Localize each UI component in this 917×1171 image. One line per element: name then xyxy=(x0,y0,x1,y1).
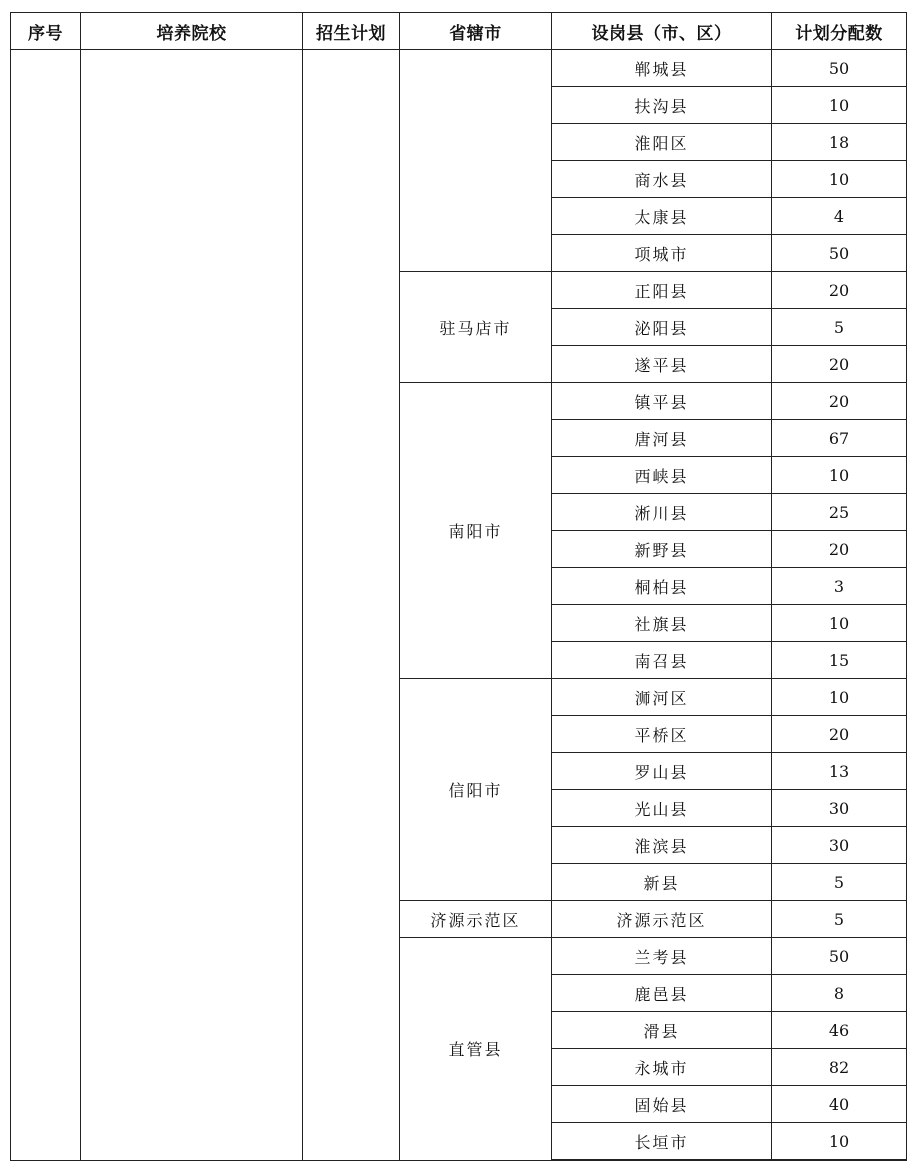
header-allocation: 计划分配数 xyxy=(772,13,907,50)
county-cell: 光山县 xyxy=(552,790,772,827)
allocation-cell: 10 xyxy=(772,87,907,124)
plan-cell xyxy=(303,50,400,1161)
county-cell: 济源示范区 xyxy=(552,901,772,938)
county-cell: 罗山县 xyxy=(552,753,772,790)
allocation-cell: 30 xyxy=(772,790,907,827)
allocation-cell: 10 xyxy=(772,605,907,642)
county-cell: 南召县 xyxy=(552,642,772,679)
allocation-cell: 20 xyxy=(772,383,907,420)
county-cell: 浉河区 xyxy=(552,679,772,716)
county-cell: 项城市 xyxy=(552,235,772,272)
allocation-cell: 4 xyxy=(772,198,907,235)
county-cell: 太康县 xyxy=(552,198,772,235)
allocation-cell: 67 xyxy=(772,420,907,457)
index-cell xyxy=(11,50,81,1161)
county-cell: 淅川县 xyxy=(552,494,772,531)
allocation-cell: 46 xyxy=(772,1012,907,1049)
table-row xyxy=(11,50,907,87)
header-school: 培养院校 xyxy=(81,13,303,50)
county-cell: 兰考县 xyxy=(552,938,772,975)
city-cell: 信阳市 xyxy=(400,679,552,901)
allocation-cell: 10 xyxy=(772,457,907,494)
table-body xyxy=(11,50,907,1161)
county-cell: 鹿邑县 xyxy=(552,975,772,1012)
county-cell: 泌阳县 xyxy=(552,309,772,346)
county-cell: 唐河县 xyxy=(552,420,772,457)
city-cell xyxy=(400,50,552,272)
city-cell: 南阳市 xyxy=(400,383,552,679)
header-city: 省辖市 xyxy=(400,13,552,50)
county-cell: 正阳县 xyxy=(552,272,772,309)
county-cell: 郸城县 xyxy=(552,50,772,87)
header-county: 设岗县（市、区） xyxy=(552,13,772,50)
school-cell xyxy=(81,50,303,1161)
county-cell: 桐柏县 xyxy=(552,568,772,605)
allocation-cell: 25 xyxy=(772,494,907,531)
allocation-cell: 13 xyxy=(772,753,907,790)
county-cell: 永城市 xyxy=(552,1049,772,1086)
city-cell: 济源示范区 xyxy=(400,901,552,938)
allocation-cell: 3 xyxy=(772,568,907,605)
allocation-cell: 5 xyxy=(772,901,907,938)
allocation-cell: 50 xyxy=(772,235,907,272)
county-cell: 淮滨县 xyxy=(552,827,772,864)
allocation-cell: 20 xyxy=(772,716,907,753)
city-cell: 直管县 xyxy=(400,938,552,1161)
county-cell: 固始县 xyxy=(552,1086,772,1123)
allocation-table xyxy=(10,12,907,1161)
allocation-cell: 50 xyxy=(772,50,907,87)
county-cell: 西峡县 xyxy=(552,457,772,494)
county-cell: 平桥区 xyxy=(552,716,772,753)
allocation-cell: 50 xyxy=(772,938,907,975)
allocation-cell: 5 xyxy=(772,309,907,346)
allocation-cell: 15 xyxy=(772,642,907,679)
allocation-cell: 20 xyxy=(772,346,907,383)
county-cell: 淮阳区 xyxy=(552,124,772,161)
header-row xyxy=(11,13,907,50)
county-cell: 扶沟县 xyxy=(552,87,772,124)
allocation-cell: 10 xyxy=(772,679,907,716)
header-index: 序号 xyxy=(11,13,81,50)
county-cell: 镇平县 xyxy=(552,383,772,420)
allocation-cell: 40 xyxy=(772,1086,907,1123)
allocation-cell: 10 xyxy=(772,161,907,198)
county-cell: 社旗县 xyxy=(552,605,772,642)
allocation-cell: 20 xyxy=(772,272,907,309)
allocation-cell: 82 xyxy=(772,1049,907,1086)
county-cell: 滑县 xyxy=(552,1012,772,1049)
city-cell: 驻马店市 xyxy=(400,272,552,383)
allocation-cell: 18 xyxy=(772,124,907,161)
allocation-cell: 20 xyxy=(772,531,907,568)
county-cell: 遂平县 xyxy=(552,346,772,383)
county-cell: 长垣市 xyxy=(552,1123,772,1161)
allocation-cell: 5 xyxy=(772,864,907,901)
allocation-cell: 8 xyxy=(772,975,907,1012)
county-cell: 商水县 xyxy=(552,161,772,198)
county-cell: 新县 xyxy=(552,864,772,901)
allocation-cell: 10 xyxy=(772,1123,907,1161)
header-plan: 招生计划 xyxy=(303,13,400,50)
allocation-cell: 30 xyxy=(772,827,907,864)
county-cell: 新野县 xyxy=(552,531,772,568)
